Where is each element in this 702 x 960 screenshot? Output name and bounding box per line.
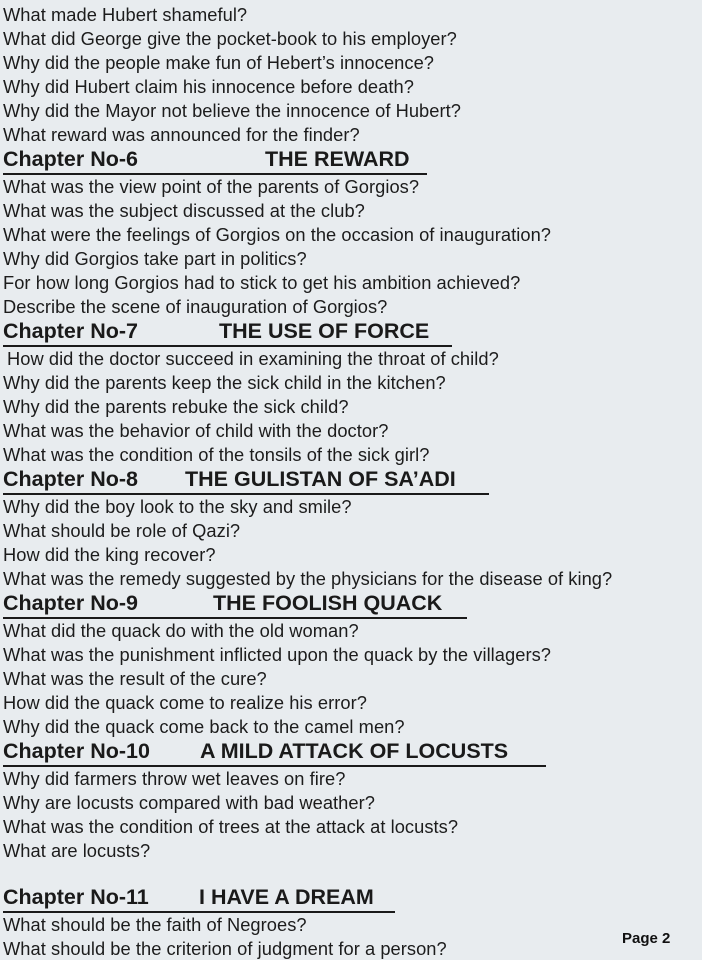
question: What did George give the pocket-book to his employer? [3, 28, 457, 49]
question: Why did the parents keep the sick child in the kitchen? [3, 372, 446, 393]
chapter-title: A MILD ATTACK OF LOCUSTS [200, 739, 509, 763]
question: What was the subject discussed at the club? [3, 200, 365, 221]
question: What was the view point of the parents of Gorgios? [3, 176, 420, 197]
question: Why did the people make fun of Hebert’s innocence? [3, 52, 435, 73]
question: What should be the faith of Negroes? [3, 914, 307, 935]
question: Why did the boy look to the sky and smile? [3, 496, 352, 517]
chapter-number: Chapter No-8 [3, 467, 138, 491]
page-number: Page 2 [622, 930, 671, 947]
question: Why did the parents rebuke the sick child? [3, 396, 349, 417]
chapter-number: Chapter No-10 [3, 739, 150, 763]
question: Why are locusts compared with bad weather? [3, 792, 375, 813]
question: What were the feelings of Gorgios on the occasion of inauguration? [3, 224, 552, 245]
question: What did the quack do with the old woman? [3, 620, 359, 641]
question: Why did the quack come back to the camel men? [3, 716, 405, 737]
question: How did the king recover? [3, 544, 216, 565]
question: Why did Gorgios take part in politics? [3, 248, 307, 269]
question: Why did farmers throw wet leaves on fire? [3, 768, 346, 789]
chapter-title: THE REWARD [265, 147, 410, 171]
chapter-heading [3, 885, 395, 913]
question: What was the behavior of child with the doctor? [3, 420, 389, 441]
question: For how long Gorgios had to stick to get his ambition achieved? [3, 272, 521, 293]
question: What was the punishment inflicted upon the quack by the villagers? [3, 644, 551, 665]
chapter-title: I HAVE A DREAM [199, 885, 374, 909]
chapter-number: Chapter No-9 [3, 591, 138, 615]
chapter-heading [3, 319, 452, 347]
chapter-heading [3, 147, 427, 175]
question: How did the quack come to realize his error? [3, 692, 367, 713]
question: Describe the scene of inauguration of Gorgios? [3, 296, 388, 317]
question: What was the remedy suggested by the physicians for the disease of king? [3, 568, 613, 589]
question: What was the result of the cure? [3, 668, 267, 689]
chapter-heading [3, 739, 546, 767]
question: What reward was announced for the finder? [3, 124, 360, 145]
question: How did the doctor succeed in examining the throat of child? [7, 348, 499, 369]
question: What was the condition of trees at the attack at locusts? [3, 816, 459, 837]
question: Why did Hubert claim his innocence before death? [3, 76, 414, 97]
chapter-number: Chapter No-7 [3, 319, 138, 343]
question: What should be role of Qazi? [3, 520, 241, 541]
chapter-title: THE USE OF FORCE [219, 319, 430, 343]
chapter-number: Chapter No-6 [3, 147, 138, 171]
chapter-heading [3, 591, 467, 619]
chapter-number: Chapter No-11 [3, 885, 149, 909]
question: What made Hubert shameful? [3, 4, 248, 25]
question: What should be the criterion of judgment for a person? [3, 938, 447, 959]
question: What are locusts? [3, 840, 151, 861]
question: Why did the Mayor not believe the innocence of Hubert? [3, 100, 461, 121]
question: What was the condition of the tonsils of the sick girl? [3, 444, 430, 465]
chapter-title: THE GULISTAN OF SA’ADI [185, 467, 456, 491]
chapter-title: THE FOOLISH QUACK [213, 591, 443, 615]
chapter-heading [3, 467, 489, 495]
